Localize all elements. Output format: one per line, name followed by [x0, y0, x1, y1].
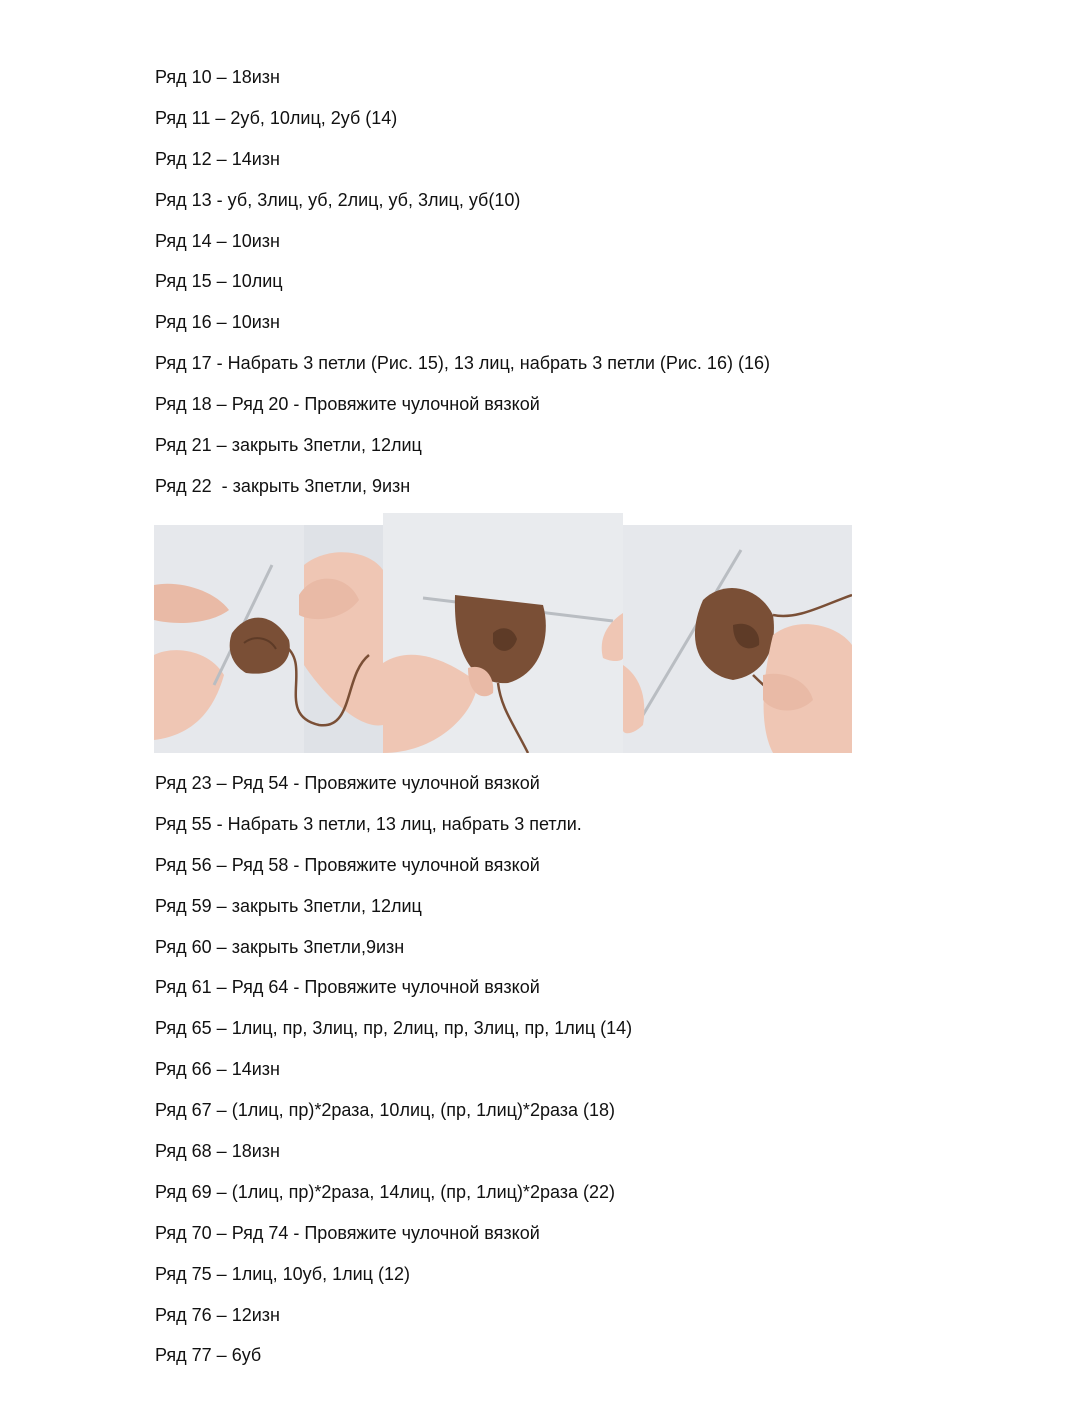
instruction-row: Ряд 77 – 6уб: [155, 1345, 262, 1366]
instruction-row: Ряд 75 – 1лиц, 10уб, 1лиц (12): [155, 1263, 410, 1284]
instruction-row: Ряд 21 – закрыть 3петли, 12лиц: [155, 435, 422, 456]
instruction-row: Ряд 17 - Набрать 3 петли (Рис. 15), 13 лиц, набрать 3 петли (Рис. 16) (16): [155, 353, 770, 374]
instruction-row: Ряд 68 – 18изн: [155, 1141, 280, 1162]
instruction-row: Ряд 15 – 10лиц: [155, 271, 283, 292]
instruction-row: Ряд 23 – Ряд 54 - Провяжите чулочной вязкой: [155, 773, 540, 793]
knitting-photo-2-image: [383, 513, 623, 753]
instruction-row: Ряд 60 – закрыть 3петли,9изн: [155, 936, 405, 957]
instruction-row: Ряд 16 – 10изн: [155, 312, 280, 333]
instruction-row: Ряд 61 – Ряд 64 - Провяжите чулочной вязкой: [155, 977, 540, 998]
instruction-row: Ряд 12 – 14изн: [155, 148, 280, 169]
knitting-photo-3-image: [623, 525, 852, 753]
instruction-row: Ряд 13 - уб, 3лиц, уб, 2лиц, уб, 3лиц, уб(10): [155, 189, 521, 210]
instruction-row: Ряд 18 – Ряд 20 - Провяжите чулочной вязкой: [155, 394, 540, 415]
instruction-row: Ряд 11 – 2уб, 10лиц, 2уб (14): [155, 107, 398, 128]
instruction-row: Ряд 76 – 12изн: [155, 1304, 280, 1325]
knitting-photo-1-image: [154, 525, 383, 753]
instruction-rows-top: [155, 64, 770, 514]
knitting-photo-3: [623, 525, 852, 753]
instruction-row: Ряд 14 – 10изн: [155, 230, 280, 251]
instruction-row: Ряд 65 – 1лиц, пр, 3лиц, пр, 2лиц, пр, 3лиц, пр, 1лиц (14): [155, 1018, 633, 1039]
instruction-row: Ряд 55 - Набрать 3 петли, 13 лиц, набрать 3 петли.: [155, 813, 582, 834]
knitting-photo-1: [154, 525, 383, 753]
instruction-rows-bottom: [155, 770, 632, 1383]
instruction-row: Ряд 59 – закрыть 3петли, 12лиц: [155, 895, 422, 916]
instruction-row: Ряд 69 – (1лиц, пр)*2раза, 14лиц, (пр, 1лиц)*2раза (22): [155, 1181, 616, 1202]
knitting-photo-2: [383, 513, 623, 753]
instruction-row: Ряд 70 – Ряд 74 - Провяжите чулочной вязкой: [155, 1222, 540, 1243]
photo-strip: [154, 513, 854, 755]
instruction-row: Ряд 56 – Ряд 58 - Провяжите чулочной вязкой: [155, 854, 540, 875]
instruction-row: Ряд 10 – 18изн: [155, 67, 280, 87]
instruction-row: Ряд 22 - закрыть 3петли, 9изн: [155, 475, 411, 496]
instruction-row: Ряд 67 – (1лиц, пр)*2раза, 10лиц, (пр, 1лиц)*2раза (18): [155, 1100, 616, 1121]
instruction-row: Ряд 66 – 14изн: [155, 1059, 280, 1080]
